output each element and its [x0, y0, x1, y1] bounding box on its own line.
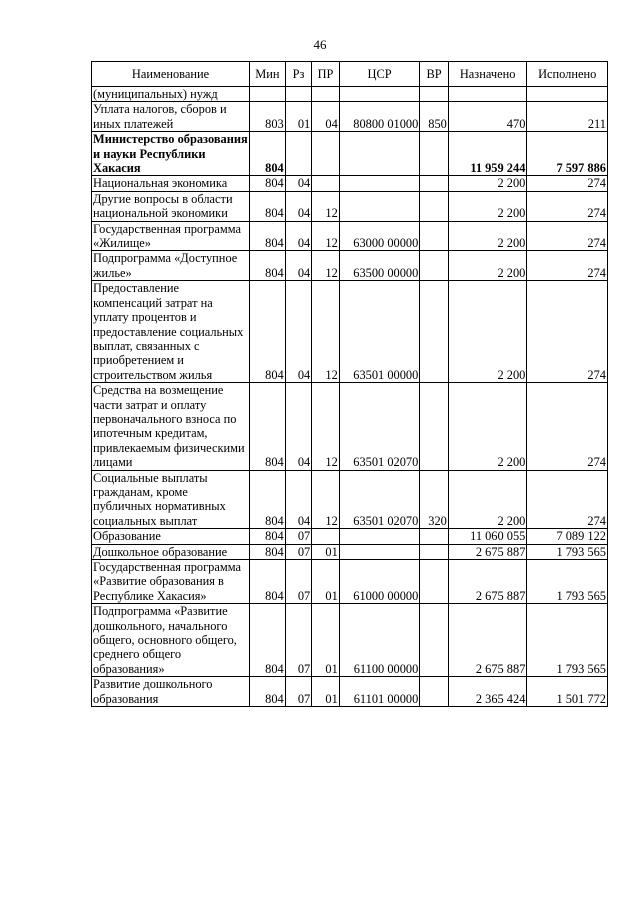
cell-csr: 63501 02070 — [339, 470, 420, 529]
table-row — [92, 560, 608, 604]
cell-csr: 61101 00000 — [339, 677, 420, 707]
table-row — [92, 191, 608, 221]
cell-executed: 274 — [527, 191, 608, 221]
cell-pr — [312, 176, 340, 191]
cell-rz: 07 — [285, 677, 312, 707]
cell-pr — [312, 132, 340, 176]
cell-assigned: 2 675 887 — [448, 604, 527, 677]
header-csr: ЦСР — [339, 62, 420, 87]
table-row — [92, 132, 608, 176]
cell-name: Образование — [92, 529, 250, 544]
cell-assigned: 2 200 — [448, 470, 527, 529]
cell-executed: 1 793 565 — [527, 544, 608, 559]
cell-assigned: 2 675 887 — [448, 560, 527, 604]
cell-csr: 61000 00000 — [339, 560, 420, 604]
cell-name: Развитие дошкольного образования — [92, 677, 250, 707]
cell-csr: 61100 00000 — [339, 604, 420, 677]
cell-min: 803 — [250, 102, 286, 132]
cell-min: 804 — [250, 281, 286, 383]
cell-min: 804 — [250, 383, 286, 470]
cell-name: Предоставление компенсаций затрат на уплату процентов и предоставление социальных выплат, связанных с приобретением и строительством жилья — [92, 281, 250, 383]
cell-assigned: 11 060 055 — [448, 529, 527, 544]
cell-min: 804 — [250, 544, 286, 559]
header-assigned: Назначено — [448, 62, 527, 87]
cell-pr: 12 — [312, 191, 340, 221]
cell-csr — [339, 191, 420, 221]
cell-assigned: 470 — [448, 102, 527, 132]
cell-min: 804 — [250, 529, 286, 544]
cell-rz: 04 — [285, 221, 312, 251]
cell-executed — [527, 87, 608, 102]
cell-name: Средства на возмещение части затрат и оплату первоначального взноса по ипотечным кредитам, привлекаемым физическими лицами — [92, 383, 250, 470]
header-vr: ВР — [420, 62, 449, 87]
cell-csr — [339, 87, 420, 102]
header-name: Наименование — [92, 62, 250, 87]
cell-pr: 12 — [312, 251, 340, 281]
cell-csr — [339, 529, 420, 544]
cell-executed: 274 — [527, 281, 608, 383]
cell-executed: 274 — [527, 251, 608, 281]
cell-vr — [420, 281, 449, 383]
cell-name: Дошкольное образование — [92, 544, 250, 559]
cell-assigned — [448, 87, 527, 102]
cell-pr: 01 — [312, 544, 340, 559]
cell-pr: 01 — [312, 560, 340, 604]
header-rz: Рз — [285, 62, 312, 87]
cell-vr: 320 — [420, 470, 449, 529]
cell-assigned: 2 200 — [448, 383, 527, 470]
page-number: 46 — [313, 37, 327, 52]
cell-pr: 01 — [312, 677, 340, 707]
cell-rz: 04 — [285, 281, 312, 383]
cell-executed: 274 — [527, 470, 608, 529]
cell-assigned: 2 200 — [448, 176, 527, 191]
cell-rz: 07 — [285, 604, 312, 677]
cell-vr — [420, 529, 449, 544]
cell-rz — [285, 132, 312, 176]
header-row — [92, 62, 608, 87]
cell-rz: 04 — [285, 191, 312, 221]
cell-pr: 12 — [312, 383, 340, 470]
cell-vr — [420, 544, 449, 559]
cell-vr — [420, 191, 449, 221]
cell-rz: 04 — [285, 176, 312, 191]
cell-min: 804 — [250, 132, 286, 176]
table-row — [92, 281, 608, 383]
cell-csr: 63501 02070 — [339, 383, 420, 470]
cell-name: Социальные выплаты гражданам, кроме публичных нормативных социальных выплат — [92, 470, 250, 529]
cell-name: Государственная программа «Жилище» — [92, 221, 250, 251]
cell-name: (муниципальных) нужд — [92, 87, 250, 102]
cell-rz: 04 — [285, 251, 312, 281]
cell-assigned: 2 200 — [448, 191, 527, 221]
cell-name: Государственная программа «Развитие образования в Республике Хакасия» — [92, 560, 250, 604]
cell-min: 804 — [250, 251, 286, 281]
cell-assigned: 2 365 424 — [448, 677, 527, 707]
cell-csr: 63501 00000 — [339, 281, 420, 383]
cell-vr: 850 — [420, 102, 449, 132]
table-row — [92, 102, 608, 132]
cell-executed: 274 — [527, 221, 608, 251]
cell-vr — [420, 560, 449, 604]
cell-pr — [312, 87, 340, 102]
table-row — [92, 677, 608, 707]
cell-executed: 1 793 565 — [527, 604, 608, 677]
cell-executed: 1 501 772 — [527, 677, 608, 707]
cell-pr: 12 — [312, 281, 340, 383]
table-row — [92, 470, 608, 529]
cell-executed: 7 597 886 — [527, 132, 608, 176]
cell-name: Уплата налогов, сборов и иных платежей — [92, 102, 250, 132]
cell-executed: 211 — [527, 102, 608, 132]
cell-name: Другие вопросы в области национальной экономики — [92, 191, 250, 221]
cell-csr: 63000 00000 — [339, 221, 420, 251]
cell-csr: 80800 01000 — [339, 102, 420, 132]
cell-rz — [285, 87, 312, 102]
cell-min: 804 — [250, 470, 286, 529]
cell-assigned: 2 200 — [448, 251, 527, 281]
cell-assigned: 2 675 887 — [448, 544, 527, 559]
cell-min: 804 — [250, 221, 286, 251]
cell-executed: 1 793 565 — [527, 560, 608, 604]
cell-name: Национальная экономика — [92, 176, 250, 191]
cell-min: 804 — [250, 191, 286, 221]
header-min: Мин — [250, 62, 286, 87]
cell-pr: 01 — [312, 604, 340, 677]
cell-vr — [420, 383, 449, 470]
header-executed: Исполнено — [527, 62, 608, 87]
table-row — [92, 604, 608, 677]
cell-min: 804 — [250, 176, 286, 191]
cell-executed: 274 — [527, 176, 608, 191]
cell-rz: 07 — [285, 529, 312, 544]
table-row — [92, 221, 608, 251]
cell-pr — [312, 529, 340, 544]
cell-assigned: 2 200 — [448, 221, 527, 251]
header-pr: ПР — [312, 62, 340, 87]
table-row — [92, 529, 608, 544]
cell-vr — [420, 176, 449, 191]
table-row — [92, 383, 608, 470]
cell-executed: 274 — [527, 383, 608, 470]
cell-min — [250, 87, 286, 102]
cell-rz: 07 — [285, 544, 312, 559]
table-row — [92, 544, 608, 559]
cell-assigned: 2 200 — [448, 281, 527, 383]
cell-vr — [420, 604, 449, 677]
cell-csr — [339, 132, 420, 176]
cell-rz: 04 — [285, 383, 312, 470]
cell-csr — [339, 544, 420, 559]
cell-pr: 12 — [312, 470, 340, 529]
cell-vr — [420, 132, 449, 176]
cell-csr — [339, 176, 420, 191]
cell-pr: 12 — [312, 221, 340, 251]
cell-assigned: 11 959 244 — [448, 132, 527, 176]
budget-table — [91, 61, 608, 707]
cell-vr — [420, 221, 449, 251]
cell-rz: 07 — [285, 560, 312, 604]
cell-name: Министерство образования и науки Республики Хакасия — [93, 132, 248, 176]
cell-min: 804 — [250, 560, 286, 604]
cell-vr — [420, 677, 449, 707]
cell-min: 804 — [250, 604, 286, 677]
cell-min: 804 — [250, 677, 286, 707]
cell-vr — [420, 87, 449, 102]
cell-vr — [420, 251, 449, 281]
cell-csr: 63500 00000 — [339, 251, 420, 281]
cell-rz: 01 — [285, 102, 312, 132]
table-row — [92, 251, 608, 281]
cell-name: Подпрограмма «Развитие дошкольного, начального общего, основного общего, среднего общего образования» — [92, 604, 250, 677]
cell-executed: 7 089 122 — [527, 529, 608, 544]
cell-name: Подпрограмма «Доступное жилье» — [92, 251, 250, 281]
cell-pr: 04 — [312, 102, 340, 132]
cell-rz: 04 — [285, 470, 312, 529]
table-row — [92, 176, 608, 191]
table-row — [92, 87, 608, 102]
